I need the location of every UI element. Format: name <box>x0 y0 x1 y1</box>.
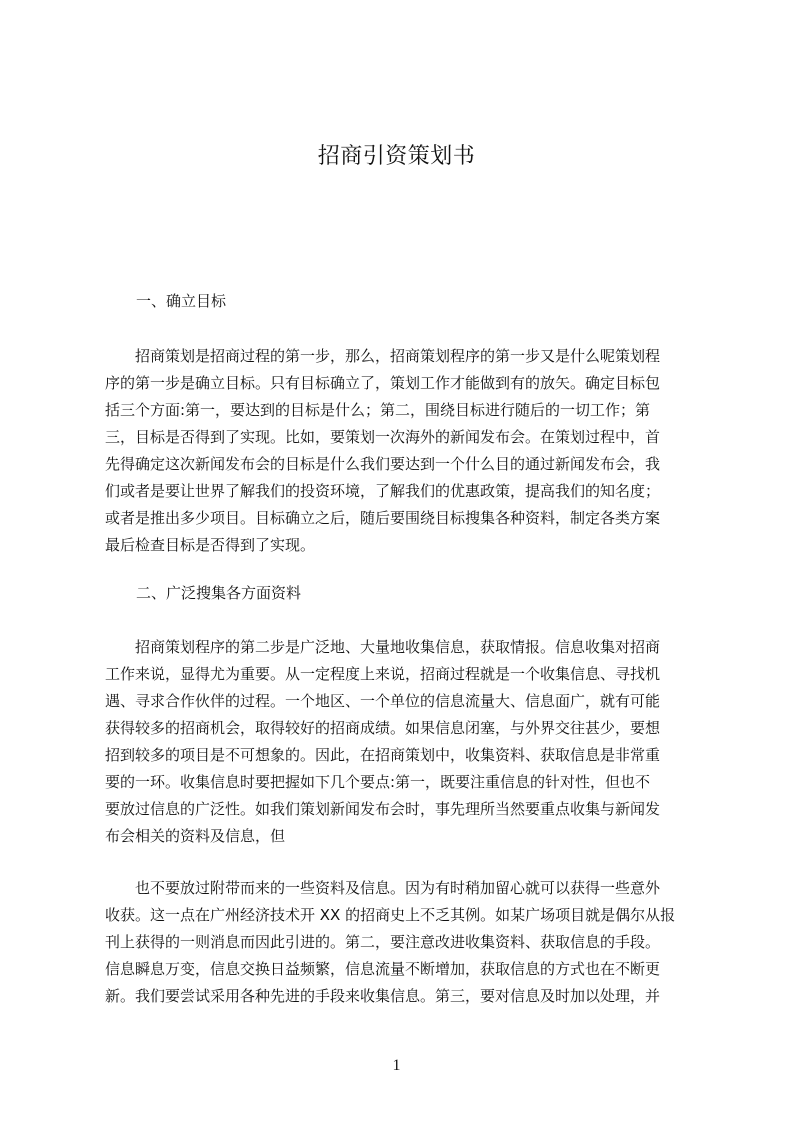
paragraph-line: 们或者是要让世界了解我们的投资环境，了解我们的优惠政策，提高我们的知名度； <box>105 482 661 500</box>
paragraph-line: 收获。这一点在广州经济技术开 XX 的招商史上不乏其例。如某广场项目就是偶尔从报 <box>105 906 676 924</box>
paragraph-line: 招商策划程序的第二步是广泛地、大量地收集信息，获取情报。信息收集对招商 <box>105 638 661 656</box>
paragraph-line: 工作来说，显得尤为重要。从一定程度上来说，招商过程就是一个收集信息、寻找机 <box>105 665 661 683</box>
paragraph-line: 布会相关的资料及信息，但 <box>105 827 286 845</box>
paragraph-line: 招到较多的项目是不可想象的。因此，在招商策划中，收集资料、获取信息是非常重 <box>105 746 661 764</box>
paragraph-line: 要放过信息的广泛性。如我们策划新闻发布会时，事先理所当然要重点收集与新闻发 <box>105 800 661 818</box>
section-heading-collect-materials: 二、广泛搜集各方面资料 <box>136 584 302 602</box>
paragraph-line: 信息瞬息万变，信息交换日益频繁，信息流量不断增加，获取信息的方式也在不断更 <box>105 960 661 978</box>
page-number: 1 <box>392 1057 401 1074</box>
paragraph-line: 获得较多的招商机会，取得较好的招商成绩。如果信息闭塞，与外界交往甚少，要想 <box>105 719 661 737</box>
paragraph-line: 或者是推出多少项目。目标确立之后，随后要围绕目标搜集各种资料，制定各类方案 <box>105 509 661 527</box>
section-paragraph-collect-materials <box>105 634 699 850</box>
paragraph-line: 刊上获得的一则消息而因此引进的。第二，要注意改进收集资料、获取信息的手段。 <box>105 933 661 951</box>
section-paragraph-establish-goals <box>105 343 699 559</box>
paragraph-line: 也不要放过附带而来的一些资料及信息。因为有时稍加留心就可以获得一些意外 <box>105 879 661 897</box>
paragraph-line: 新。我们要尝试采用各种先进的手段来收集信息。第三，要对信息及时加以处理，并 <box>105 987 661 1005</box>
paragraph-line: 先得确定这次新闻发布会的目标是什么我们要达到一个什么目的通过新闻发布会，我 <box>105 455 661 473</box>
paragraph-line: 遇、寻求合作伙伴的过程。一个地区、一个单位的信息流量大、信息面广，就有可能 <box>105 692 661 710</box>
paragraph-line: 括三个方面:第一，要达到的目标是什么；第二，围绕目标进行随后的一切工作；第 <box>105 401 651 419</box>
paragraph-line: 序的第一步是确立目标。只有目标确立了，策划工作才能做到有的放矢。确定目标包 <box>105 374 661 392</box>
paragraph-line: 最后检查目标是否得到了实现。 <box>105 536 316 554</box>
paragraph-line: 三，目标是否得到了实现。比如，要策划一次海外的新闻发布会。在策划过程中，首 <box>105 428 661 446</box>
paragraph-line: 招商策划是招商过程的第一步，那么，招商策划程序的第一步又是什么呢策划程 <box>105 347 661 365</box>
section-heading-establish-goals: 一、确立目标 <box>136 292 227 310</box>
paragraph-line: 要的一环。收集信息时要把握如下几个要点:第一，既要注重信息的针对性，但也不 <box>105 773 651 791</box>
document-title: 招商引资策划书 <box>317 144 476 169</box>
continuation-paragraph <box>105 875 699 1010</box>
